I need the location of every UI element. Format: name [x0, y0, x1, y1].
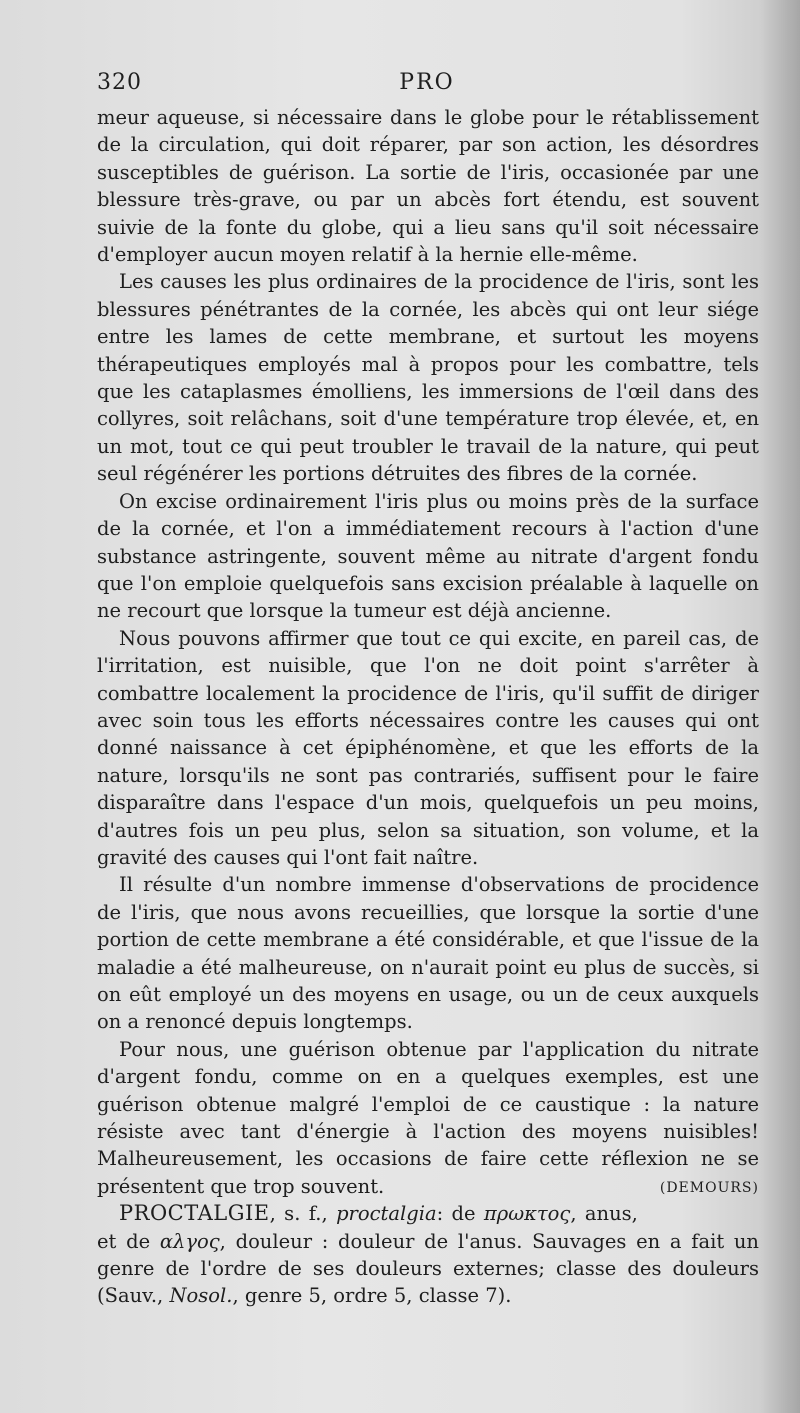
paragraph-excision: On excise ordinairement l'iris plus ou moins près de la surface de la cornée, et l'on a immédiatement recours à l'action d'une substance astringente, souvent même au nitrate d'argent fondu que l'on emploie quelquefois sans excision préalable à laquelle on ne recourt que lorsque la tumeur est déjà ancienne.: [97, 489, 759, 623]
running-head: PRO: [399, 70, 455, 95]
paragraph-conclusion: [97, 1036, 759, 1200]
entry-etymology-prefix: : de: [436, 1202, 484, 1226]
entry-greek-term-anus: πρωκτος: [483, 1202, 571, 1226]
page-edge-shadow: [760, 0, 800, 1413]
entry-etymology-mid: , anus, et de: [97, 1202, 638, 1253]
page-header: [97, 70, 757, 100]
conclusion-text: Pour nous, une guérison obtenue par l'application du nitrate d'argent fondu, comme on en a quelques exemples, est une guérison obtenue malgré l'emploi de ce caustique : la nature résiste avec tant d'énergie à l'action des moyens nuisibles! Malheureusement, les occasions de faire cette réflexion ne se présentent que trop souvent.: [97, 1037, 759, 1198]
dictionary-entry: [97, 1200, 759, 1310]
entry-greek-term-pain: αλγος: [159, 1229, 220, 1253]
paragraph-continuation: meur aqueuse, si nécessaire dans le globe pour le rétablissement de la circulation, qui doit réparer, par son action, les désordres susceptibles de guérison. La sortie de l'iris, occasionée par une blessure très-grave, ou par un abcès fort étendu, est souvent suivie de la fonte du globe, qui a lieu sans qu'il soit nécessaire d'employer aucun moyen relatif à la hernie elle-même.: [97, 106, 759, 267]
entry-classification: , genre 5, ordre 5, classe 7).: [232, 1284, 512, 1308]
entry-latin-term: proctalgia: [336, 1202, 437, 1226]
page-body: [97, 104, 759, 1310]
entry-grammar: , s. f.,: [269, 1202, 337, 1226]
entry-definition: , douleur : douleur de l'anus. Sauvages en a fait un genre de l'ordre de ses douleurs externes; classe des douleurs (Sauv.,: [97, 1229, 759, 1308]
entry-nosol-abbrev: Nosol.: [169, 1284, 233, 1308]
paragraph-observations: Il résulte d'un nombre immense d'observations de procidence de l'iris, que nous avons recueillies, que lorsque la sortie d'une portion de cette membrane a été considérable, et que l'issue de la maladie a été malheureuse, on n'aurait point eu plus de succès, si on eût employé un des moyens en usage, ou un de ceux auxquels on a renoncé depuis longtemps.: [97, 873, 759, 1034]
entry-headword: PROCTALGIE: [119, 1201, 270, 1226]
paragraph-irritation: Nous pouvons affirmer que tout ce qui excite, en pareil cas, de l'irritation, est nuisible, que l'on ne doit point s'arrêter à combattre localement la procidence de l'iris, qu'il suffit de diriger avec soin tous les efforts nécessaires contre les causes qui ont donné naissance à cet épiphénomène, et que les efforts de la nature, lorsqu'ils ne sont pas contrariés, suffisent pour le faire disparaître dans l'espace d'un mois, quelquefois un peu moins, d'autres fois un peu plus, selon sa situation, son volume, et la gravité des causes qui l'ont fait naître.: [97, 626, 759, 869]
page-number: 320: [97, 70, 142, 95]
paragraph-causes: Les causes les plus ordinaires de la procidence de l'iris, sont les blessures pénétrantes de la cornée, les abcès qui ont leur siége entre les lames de cette membrane, et surtout les moyens thérapeutiques employés mal à propos pour les combattre, tels que les cataplasmes émolliens, les immersions de l'œil dans des collyres, soit relâchans, soit d'une température trop élevée, et, en un mot, tout ce qui peut troubler le travail de la nature, qui peut seul régénérer les portions détruites des fibres de la cornée.: [97, 270, 759, 486]
author-signature: (DEMOURS): [659, 1179, 759, 1196]
